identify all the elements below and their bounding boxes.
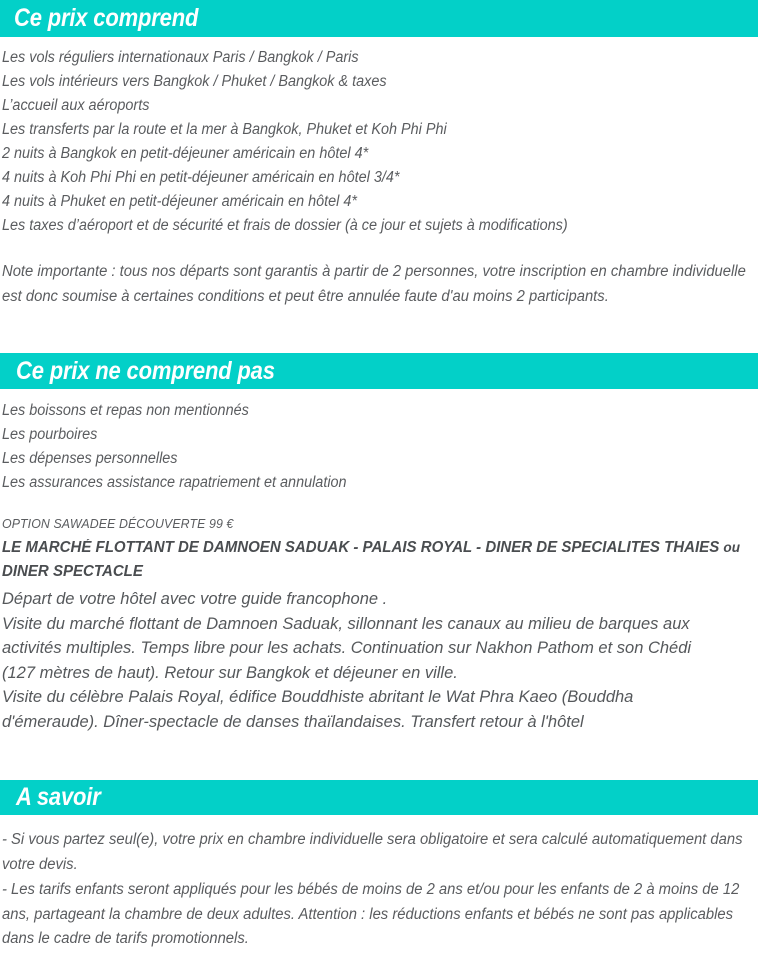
description-line: (127 mètres de haut). Retour sur Bangkok et déjeuner en ville. xyxy=(2,663,458,682)
list-item: 4 nuits à Phuket en petit-déjeuner américain en hôtel 4* xyxy=(2,193,357,210)
list-item: 2 nuits à Bangkok en petit-déjeuner américain en hôtel 4* xyxy=(2,145,369,162)
description-line: d'émeraude). Dîner-spectacle de danses thaïlandaises. Transfert retour à l'hôtel xyxy=(2,712,584,731)
section-header-ce-prix-ne-comprend-pas xyxy=(0,353,758,389)
list-item: Les vols intérieurs vers Bangkok / Phuket / Bangkok & taxes xyxy=(2,73,387,90)
description-line: activités multiples. Temps libre pour les achats. Continuation sur Nakhon Pathom et son Chédi xyxy=(2,639,692,657)
section-title-ce-prix-comprend: Ce prix comprend xyxy=(14,4,199,32)
good-to-know-note: - Les tarifs enfants seront appliqués pour les bébés de moins de 2 ans et/ou pour les enfants de 2 à moins de 12 ans, partageant la chambre de deux adultes. Attention : les réductions enfants et bébés ne sont pas applicables dans le cadre de tarifs promotionnels. xyxy=(2,881,740,947)
section-title-a-savoir: A savoir xyxy=(16,783,101,811)
option-title-conjunction: ou xyxy=(723,539,741,555)
option-block xyxy=(0,495,758,584)
section-header-a-savoir xyxy=(0,780,758,815)
list-item: Les assurances assistance rapatriement et annulation xyxy=(2,474,347,491)
list-item: Les vols réguliers internationaux Paris / Bangkok / Paris xyxy=(2,49,359,66)
option-description-text xyxy=(2,587,752,734)
list-item: Les taxes d’aéroport et de sécurité et frais de dossier (à ce jour et sujets à modifications) xyxy=(2,217,568,234)
list-item: Les pourboires xyxy=(2,426,98,443)
option-label: OPTION SAWADEE DÉCOUVERTE 99 € xyxy=(2,516,234,531)
list-item: L’accueil aux aéroports xyxy=(2,97,150,114)
section-header-ce-prix-comprend xyxy=(0,0,758,37)
option-description xyxy=(0,584,758,734)
description-line: Départ de votre hôtel avec votre guide francophone . xyxy=(2,590,388,608)
important-note: Note importante : tous nos départs sont garantis à partir de 2 personnes, votre inscription en chambre individuelle est donc soumise à certaines conditions et peut être annulée faute d'au moins 2 participants. xyxy=(2,263,746,305)
option-title-part1: LE MARCHÉ FLOTTANT DE DAMNOEN SADUAK - PALAIS ROYAL - DINER DE SPECIALITES THAIES xyxy=(2,539,724,556)
list-item: Les transferts par la route et la mer à Bangkok, Phuket et Koh Phi Phi xyxy=(2,121,447,138)
important-note-block xyxy=(0,238,758,309)
option-title xyxy=(2,535,751,584)
good-to-know-block xyxy=(0,815,758,952)
option-title-part2: DINER SPECTACLE xyxy=(2,563,143,580)
list-item: 4 nuits à Koh Phi Phi en petit-déjeuner américain en hôtel 3/4* xyxy=(2,169,400,186)
description-line: Visite du marché flottant de Damnoen Saduak, sillonnant les canaux au milieu de barques aux xyxy=(2,614,690,633)
section-title-ce-prix-ne-comprend-pas: Ce prix ne comprend pas xyxy=(16,356,275,385)
included-list xyxy=(0,37,758,238)
description-line: Visite du célèbre Palais Royal, édifice Bouddhiste abritant le Wat Phra Kaeo (Bouddha xyxy=(2,688,634,706)
excluded-list xyxy=(0,389,758,495)
list-item: Les boissons et repas non mentionnés xyxy=(2,402,249,419)
good-to-know-note: - Si vous partez seul(e), votre prix en chambre individuelle sera obligatoire et sera calculé automatiquement dans votre devis. xyxy=(2,831,743,873)
list-item: Les dépenses personnelles xyxy=(2,450,178,467)
